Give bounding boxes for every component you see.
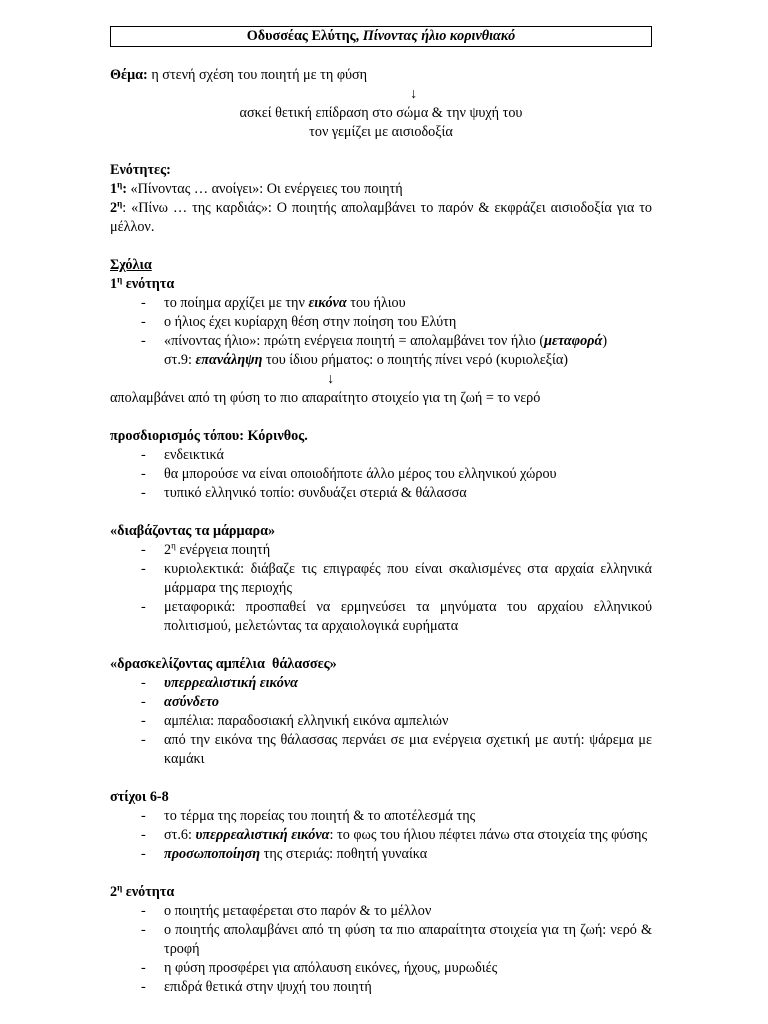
section-2: $2^\eta$: «Πίνω … της καρδιάς»: Ο ποιητής απολαμβάνει το παρόν & εκφράζει αισιοδοξία για το μέλλον. — [110, 198, 652, 235]
list-item: - υπερρεαλιστική εικόνα — [141, 675, 299, 691]
unit1-heading: $1^\eta$ ενότητα — [110, 274, 175, 292]
list-item: - θα μπορούσε να είναι οποιοδήποτε άλλο μέρος του ελληνικού χώρου — [141, 466, 557, 482]
list-item: - μεταφορικά: προσπαθεί να ερμηνεύσει τα μηνύματα του αρχαίου ελληνικού πολιτισμού, μελετώντας τα αρχαιολογικά ευρήματα — [141, 599, 652, 634]
theme-line — [110, 66, 652, 85]
place-heading: προσδιορισμός τόπου: Κόρινθος. — [110, 428, 308, 444]
sections-heading: Ενότητες: — [110, 162, 171, 178]
list-item: - αμπέλια: παραδοσιακή ελληνική εικόνα αμπελιών — [141, 713, 449, 729]
down-arrow-icon: ↓ — [327, 371, 335, 387]
list-item: - κυριολεκτικά: διάβαζε τις επιγραφές που είναι σκαλισμένες στα αρχαία ελληνικά μάρμαρα της περιοχής — [141, 561, 652, 596]
conclusion-line: απολαμβάνει από τη φύση το πιο απαραίτητο στοιχείο για τη ζωή = το νερό — [110, 390, 541, 406]
list-item: - το ποίημα αρχίζει με την εικόνα του ήλιου — [141, 295, 406, 311]
theme-line2: ασκεί θετική επίδραση στο σώμα & την ψυχή του — [239, 105, 523, 121]
list-item: - «πίνοντας ήλιο»: πρώτη ενέργεια ποιητή = απολαμβάνει τον ήλιο (μεταφορά) — [141, 333, 608, 349]
st9-arrow — [110, 370, 652, 389]
title-work: Πίνοντας ήλιο κορινθιακό — [362, 28, 516, 44]
verses-heading: στίχοι 6-8 — [110, 789, 169, 805]
list-item: - η φύση προσφέρει για απόλαυση εικόνες, ήχους, μυρωδιές — [141, 960, 498, 976]
list-item: - ασύνδετο — [141, 694, 220, 710]
list-item: - στ.6: υπερρεαλιστική εικόνα: το φως του ήλιου πέφτει πάνω στα στοιχεία της φύσης — [141, 827, 648, 843]
list-item: - ο ποιητής απολαμβάνει από τη φύση τα πιο απαραίτητα στοιχεία για τη ζωή: νερό & τροφή — [141, 922, 652, 957]
down-arrow-icon: ↓ — [410, 86, 418, 102]
st9-line: στ.9: επανάληψη του ίδιου ρήματος: ο ποιητής πίνει νερό (κυριολεξία) — [164, 352, 568, 368]
comments-heading: Σχόλια — [110, 257, 152, 273]
list-item: - ο ποιητής μεταφέρεται στο παρόν & το μέλλον — [141, 903, 432, 919]
document-page — [110, 26, 652, 997]
list-item: - από την εικόνα της θάλασσας περνάει σε μια ενέργεια σχετική με αυτή: ψάρεμα με καμάκι — [141, 732, 652, 767]
title-box — [110, 26, 652, 47]
section-1: $1^\eta$: «Πίνοντας … ανοίγει»: Οι ενέργειες του ποιητή — [110, 179, 403, 197]
list-item: - τυπικό ελληνικό τοπίο: συνδυάζει στεριά & θάλασσα — [141, 485, 467, 501]
list-item: - $2^\eta$ ενέργεια ποιητή — [141, 540, 271, 558]
theme-line3: τον γεμίζει με αισιοδοξία — [309, 124, 453, 140]
title-author: Οδυσσέας Ελύτης, — [246, 28, 363, 44]
list-item: - το τέρμα της πορείας του ποιητή & το αποτέλεσμά της — [141, 808, 476, 824]
theme-arrow — [110, 85, 652, 104]
theme-label: Θέμα: — [110, 67, 148, 83]
theme-text: η στενή σχέση του ποιητή με τη φύση — [147, 67, 368, 83]
list-item: - επιδρά θετικά στην ψυχή του ποιητή — [141, 979, 372, 995]
vines-heading: «δρασκελίζοντας αμπέλια θάλασσες» — [110, 656, 337, 672]
list-item: - ενδεικτικά — [141, 447, 224, 463]
unit2-heading: $2^\eta$ ενότητα — [110, 882, 175, 900]
list-item: - προσωποποίηση της στεριάς: ποθητή γυναίκα — [141, 846, 428, 862]
list-item: - ο ήλιος έχει κυρίαρχη θέση στην ποίηση του Ελύτη — [141, 314, 457, 330]
marble-heading: «διαβάζοντας τα μάρμαρα» — [110, 523, 276, 539]
